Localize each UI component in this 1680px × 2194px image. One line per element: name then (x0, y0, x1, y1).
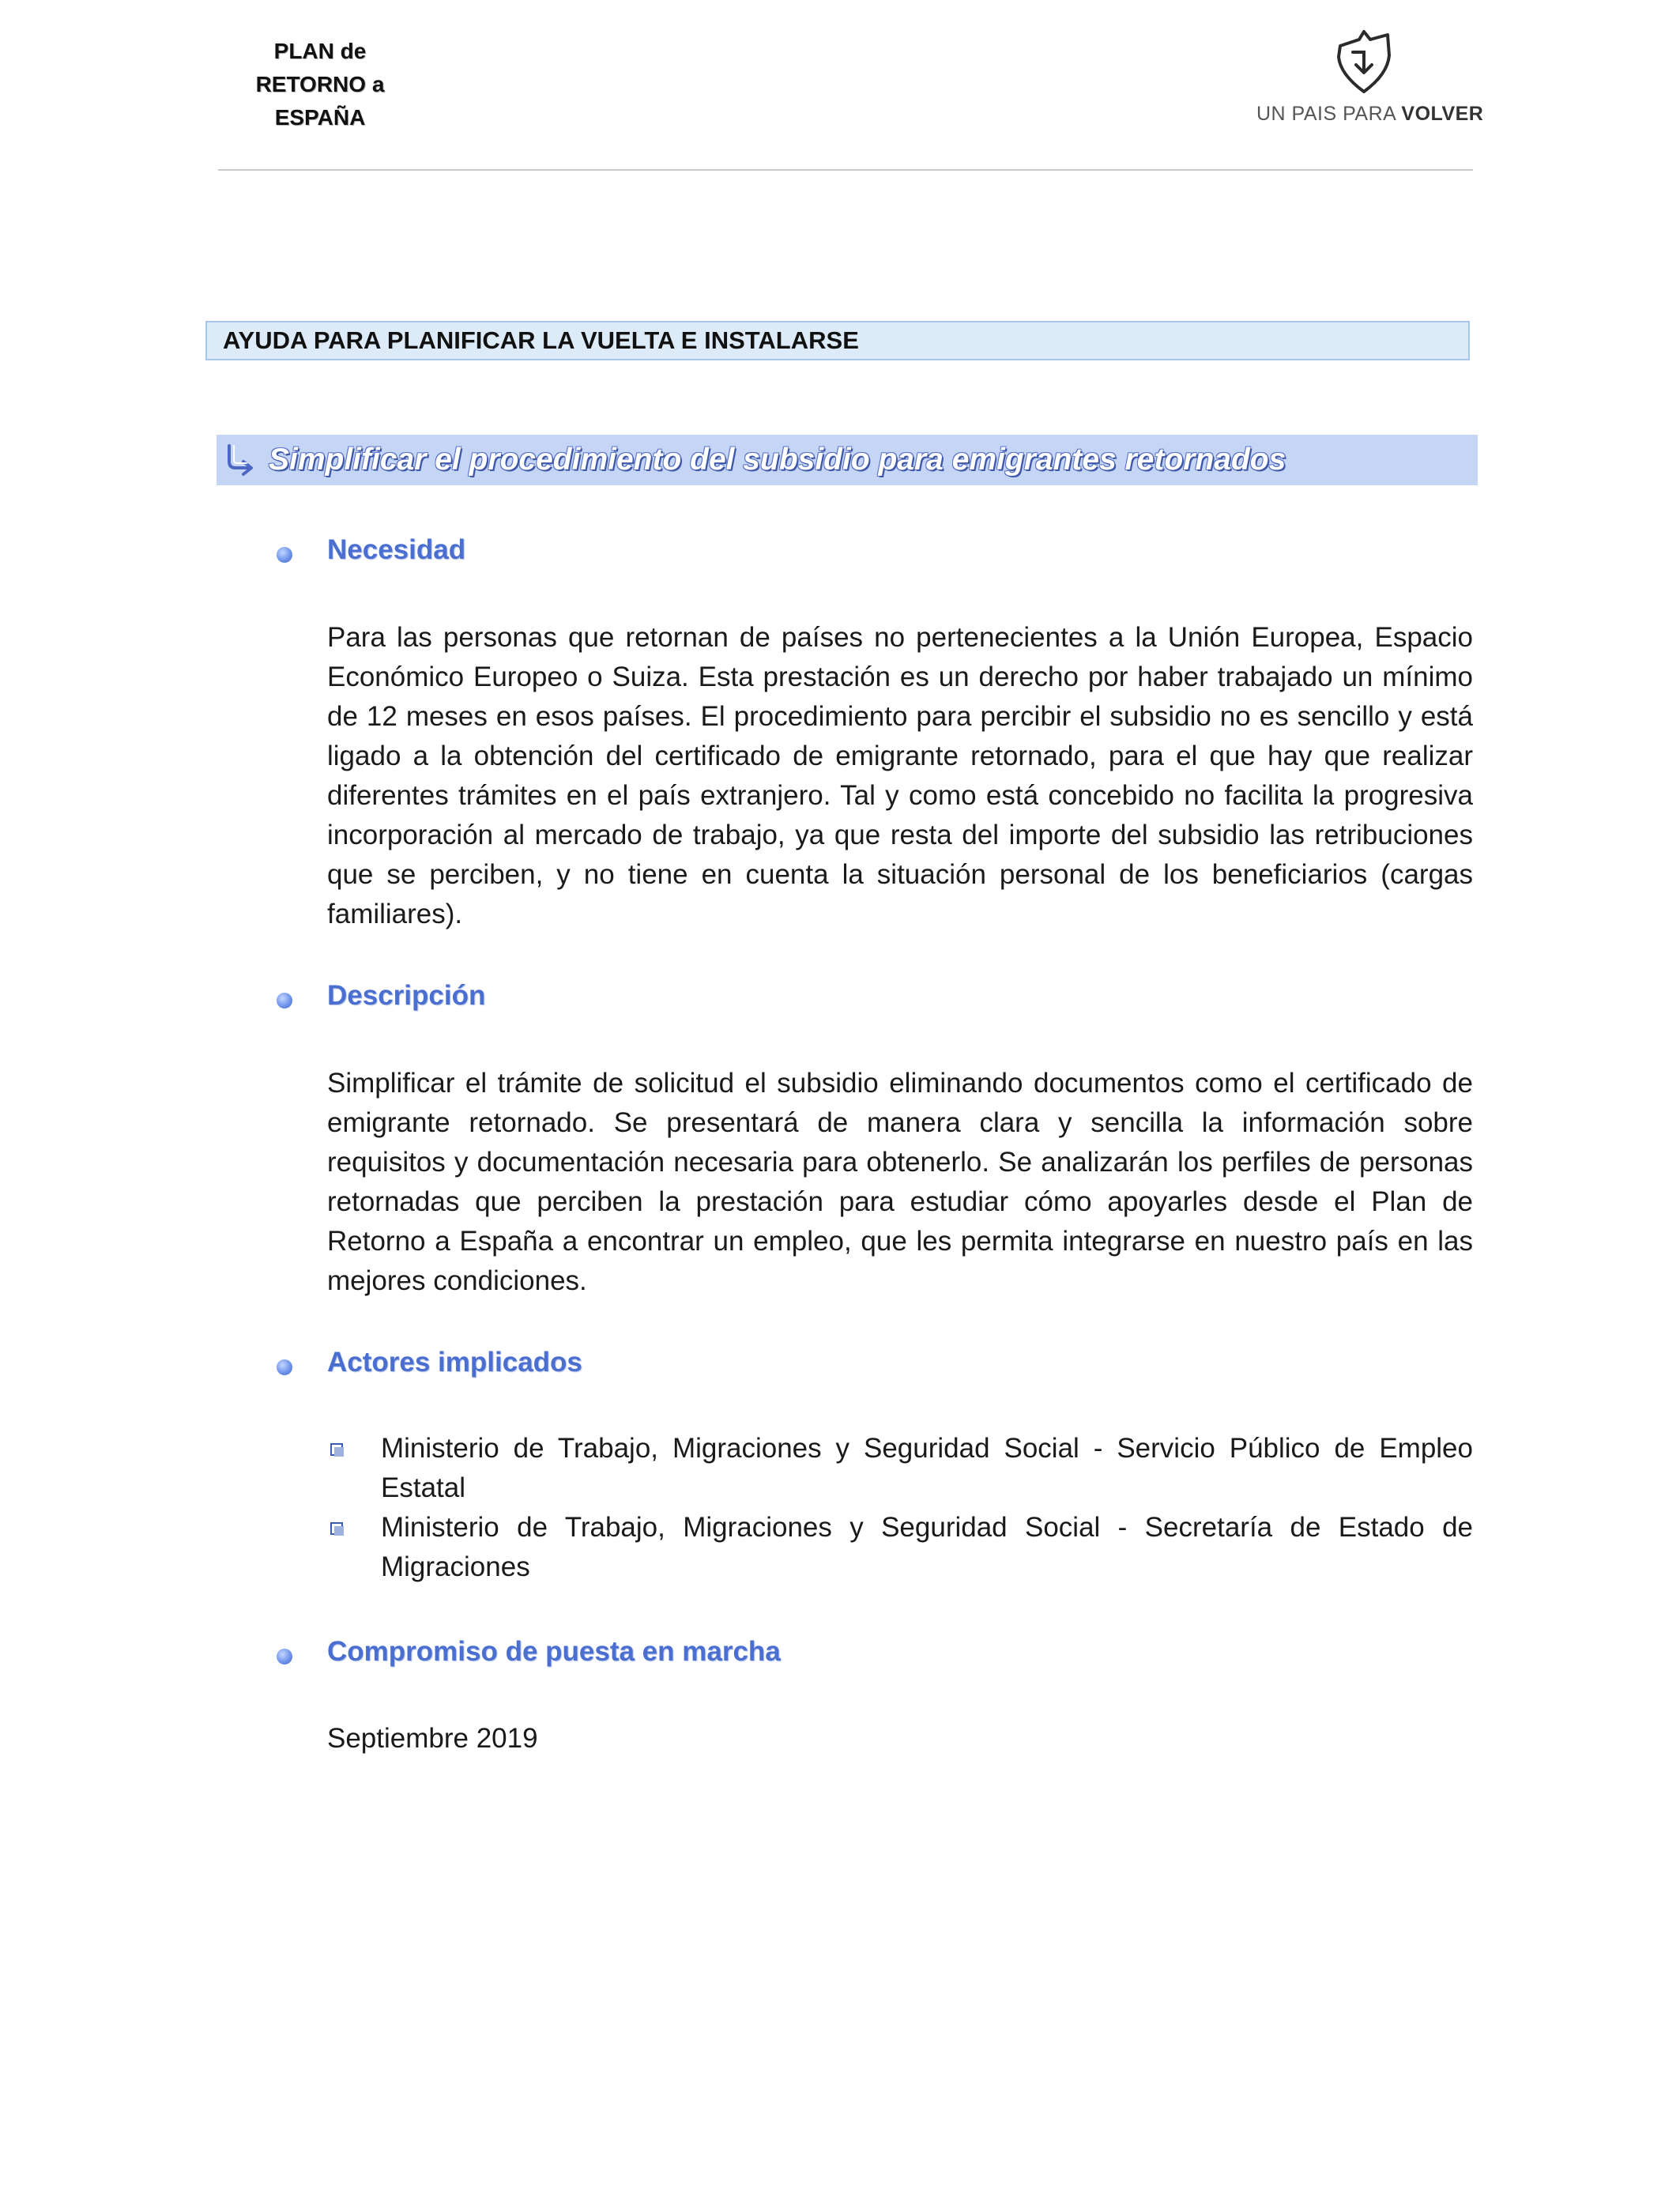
heading-descripcion: Descripción (327, 980, 486, 1011)
bullet-icon (277, 547, 292, 563)
curved-arrow-icon (223, 443, 259, 477)
actor-item: Ministerio de Trabajo, Migraciones y Seguridad Social - Secretaría de Estado de Migraciones (381, 1512, 1473, 1582)
hand-drawn-shield-arrow-icon (1329, 28, 1397, 96)
paragraph-necesidad: Para las personas que retornan de países no pertenecientes a la Unión Europea, Espacio Económico Europeo o Suiza. Esta prestación es un derecho por haber trabajado un mínimo de 12 meses en esos países. El procedimiento para percibir el subsidio no es sencillo y está ligado a la obtención del certificado de emigrante retornado, para el que hay que realizar diferentes trámites en el país extranjero. Tal y como está concebido no facilita la progresiva incorporación al mercado de trabajo, ya que resta del importe del subsidio las retribuciones que se perciben, y no tiene en cuenta la situación personal de los beneficiarios (cargas familiares). (327, 622, 1473, 929)
paragraph-descripcion: Simplificar el trámite de solicitud el subsidio eliminando documentos como el certificado de emigrante retornado. Se presentará de manera clara y sencilla la información sobre requisitos y documentación necesaria para obtenerlo. Se analizarán los perfiles de personas retornadas que perciben la prestación para estudiar cómo apoyarles desde el Plan de Retorno a España a encontrar un empleo, que les permita integrarse en nuestro país en las mejores condiciones. (327, 1068, 1473, 1296)
measure-title-band (217, 435, 1478, 485)
compromiso-date: Septiembre 2019 (327, 1723, 538, 1754)
checkbox-square-icon (330, 1443, 343, 1456)
checkbox-square-icon (330, 1522, 343, 1535)
bullet-icon (277, 1649, 292, 1664)
header-divider (218, 169, 1473, 171)
section-heading: AYUDA PARA PLANIFICAR LA VUELTA E INSTALARSE (205, 321, 1470, 360)
plan-title-line-3: ESPAÑA (274, 105, 366, 130)
measure-title: Simplificar el procedimiento del subsidio para emigrantes retornados (269, 443, 1286, 477)
un-pais-para-volver-logo (1256, 28, 1484, 131)
actor-item: Ministerio de Trabajo, Migraciones y Seguridad Social - Servicio Público de Empleo Estatal (381, 1433, 1473, 1503)
logo-text-regular: UN PAIS PARA (1256, 103, 1402, 125)
plan-retorno-title (237, 35, 403, 134)
heading-actores: Actores implicados (327, 1347, 582, 1378)
plan-title-line-2: RETORNO a (255, 72, 385, 96)
plan-title-line-1: PLAN de (273, 39, 367, 63)
heading-compromiso: Compromiso de puesta en marcha (327, 1636, 781, 1667)
bullet-icon (277, 993, 292, 1008)
logo-text-bold: VOLVER (1401, 103, 1484, 125)
heading-necesidad: Necesidad (327, 534, 466, 565)
bullet-icon (277, 1359, 292, 1375)
logo-text (1256, 103, 1484, 126)
